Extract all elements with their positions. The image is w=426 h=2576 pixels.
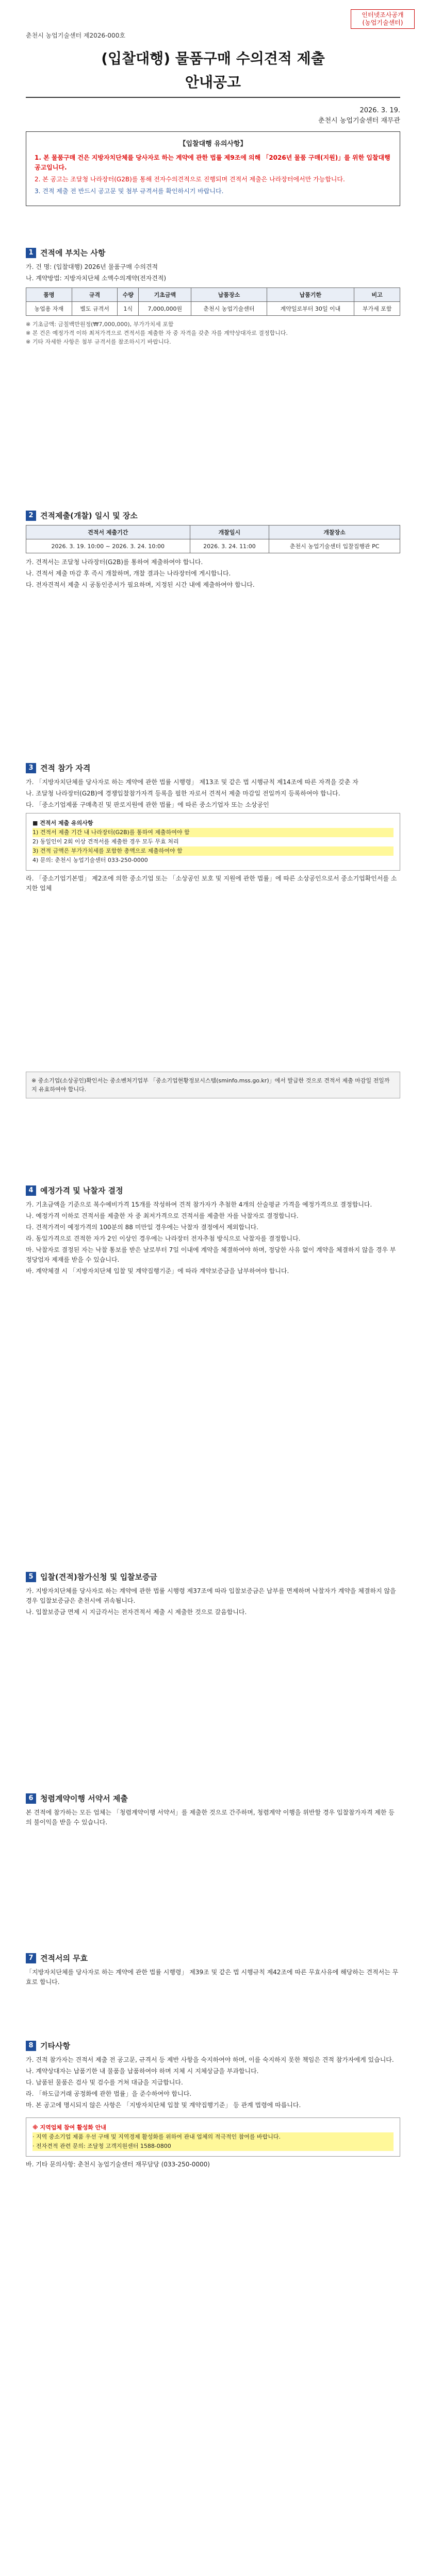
section-heading [26, 762, 400, 773]
section-number: 4 [26, 1185, 36, 1196]
table-header: 개찰일시 [190, 526, 269, 539]
paragraph: 「지방자치단체를 당사자로 하는 계약에 관한 법률 시행령」 제39조 및 같은 법 시행규칙 제42조에 따른 무효사유에 해당하는 견적서는 무효로 합니다. [26, 1969, 399, 1986]
section-4 [26, 1185, 400, 1278]
page-subtitle: 안내공고 [185, 74, 241, 91]
notice-heading: 【입찰대행 유의사항】 [179, 140, 247, 148]
title-divider [26, 97, 400, 98]
table-cell: 농업용 자재 [26, 302, 72, 316]
table-cell: 별도 규격서 [72, 302, 118, 316]
paragraph: 나. 견적서 제출 마감 후 즉시 개찰하며, 개찰 결과는 나라장터에 게시합니다. [26, 570, 231, 577]
paragraph: 가. 기초금액을 기준으로 복수예비가격 15개를 작성하여 견적 참가자가 추첨한 4개의 산술평균 가격을 예정가격으로 결정합니다. [26, 1201, 372, 1208]
paragraph: 가. 견적 참가자는 견적서 제출 전 공고문, 규격서 등 제반 사항을 숙지하여야 하며, 이를 숙지하지 못한 책임은 견적 참가자에게 있습니다. [26, 2056, 394, 2063]
section-2 [26, 510, 400, 591]
section-8 [26, 2040, 400, 2171]
section-number: 3 [26, 763, 36, 773]
section-title: 청렴계약이행 서약서 제출 [40, 1794, 128, 1803]
table-cell: 1식 [118, 302, 139, 316]
box-line: 3) 견적 금액은 부가가치세를 포함한 총액으로 제출하여야 함 [32, 846, 394, 856]
table-header: 품명 [26, 288, 72, 302]
section-7 [26, 1953, 400, 1989]
paragraph: 나. 예정가격 이하로 견적서를 제출한 자 중 최저가격으로 견적서를 제출한 자를 낙찰자로 결정합니다. [26, 1212, 299, 1219]
paragraph: 다. 납품된 물품은 검사 및 검수를 거쳐 대금을 지급합니다. [26, 2079, 183, 2086]
table-header-row [26, 526, 400, 539]
notice-box [26, 131, 400, 206]
document-number: 춘천시 농업기술센터 제2026-000호 [26, 32, 125, 39]
paragraph: 라. 동일가격으로 견적한 자가 2인 이상인 경우에는 나라장터 전자추첨 방식으로 낙찰자를 결정합니다. [26, 1235, 301, 1242]
section-1 [26, 247, 400, 346]
info-note: ※ 중소기업(소상공인)확인서는 중소벤처기업부 「중소기업현황정보시스템(sminfo.mss.go.kr)」에서 발급한 것으로 견적서 제출 마감일 전일까지 유효하여야 합니다. [26, 1072, 400, 1098]
note: ※ 본 건은 예정가격 이하 최저가격으로 견적서를 제출한 자 중 자격을 갖춘 자를 계약상대자로 결정합니다. [26, 330, 288, 336]
table-cell: 춘천시 농업기술센터 입찰집행관 PC [269, 539, 400, 553]
note: ※ 기초금액: 금칠백만원정(₩7,000,000), 부가가치세 포함 [26, 321, 174, 328]
paragraph: 다. 전자견적서 제출 시 공동인증서가 필요하며, 지정된 시간 내에 제출하여야 합니다. [26, 581, 255, 588]
box-line: · 지역 중소기업 제품 우선 구매 및 지역경제 활성화를 위하여 관내 업체의 적극적인 참여를 바랍니다. [32, 2132, 394, 2142]
section-title: 견적서의 무효 [40, 1954, 88, 1963]
table-header: 기초금액 [139, 288, 191, 302]
section-title: 견적제출(개찰) 일시 및 장소 [40, 511, 138, 520]
table-cell: 부가세 포함 [354, 302, 400, 316]
paragraph: 바. 계약체결 시 「지방자치단체 입찰 및 계약집행기준」에 따라 계약보증금을 납부하여야 합니다. [26, 1267, 289, 1275]
paragraph: 바. 기타 문의사항: 춘천시 농업기술센터 재무담당 (033-250-0000) [26, 2161, 210, 2168]
table-cell: 2026. 3. 19. 10:00 ~ 2026. 3. 24. 10:00 [26, 539, 190, 553]
table-header: 납품기한 [267, 288, 354, 302]
paragraph: 가. 지방자치단체를 당사자로 하는 계약에 관한 법률 시행령 제37조에 따라 입찰보증금은 납부를 면제하며 낙찰자가 계약을 체결하지 않을 경우 입찰보증금은 춘천시에 귀속됩니다. [26, 1587, 396, 1604]
table-header: 견적서 제출기간 [26, 526, 190, 539]
section-number: 1 [26, 248, 36, 258]
section-number: 6 [26, 1793, 36, 1804]
issuer-name: 춘천시 농업기술센터 재무관 [318, 117, 400, 125]
notice-item: 2. 본 공고는 조달청 나라장터(G2B)를 통해 전자수의견적으로 진행되며 견적서 제출은 나라장터에서만 가능합니다. [35, 176, 345, 183]
table-header-row [26, 288, 400, 302]
publish-stamp: 인터넷조사공개 (농업기술센터) [351, 9, 415, 29]
box-line: 1) 견적서 제출 기간 내 나라장터(G2B)를 통하여 제출하여야 함 [32, 828, 394, 837]
table-cell: 춘천시 농업기술센터 [191, 302, 267, 316]
section-6 [26, 1793, 400, 1829]
table-header: 비고 [354, 288, 400, 302]
submission-guide-box [26, 813, 400, 871]
section-title: 예정가격 및 낙찰자 결정 [40, 1186, 123, 1195]
section-number: 7 [26, 1953, 36, 1963]
section-title: 견적 참가 자격 [40, 764, 91, 773]
schedule-table [26, 525, 400, 553]
paragraph: 라. 「하도급거래 공정화에 관한 법률」을 준수하여야 합니다. [26, 2090, 192, 2097]
section-heading [26, 1571, 400, 1582]
table-cell: 2026. 3. 24. 11:00 [190, 539, 269, 553]
box-title: ■ 견적서 제출 유의사항 [32, 820, 93, 826]
notice-item: 3. 견적 제출 전 반드시 공고문 및 첨부 규격서를 확인하시기 바랍니다. [35, 188, 224, 195]
table-row [26, 539, 400, 553]
paragraph: 나. 조달청 나라장터(G2B)에 경쟁입찰참가자격 등록을 필한 자로서 견적서 제출 마감일 전일까지 등록하여야 합니다. [26, 790, 340, 797]
issue-date: 2026. 3. 19. [359, 107, 400, 114]
paragraph: 나. 계약방법: 지방자치단체 소액수의계약(전자견적) [26, 275, 167, 282]
box-line: · 전자견적 관련 문의: 조달청 고객지원센터 1588-0800 [32, 2142, 394, 2151]
paragraph: 마. 본 공고에 명시되지 않은 사항은 「지방자치단체 입찰 및 계약집행기준」 등 관계 법령에 따릅니다. [26, 2102, 301, 2109]
note: ※ 기타 자세한 사항은 첨부 규격서를 참조하시기 바랍니다. [26, 338, 171, 345]
notice-item: 1. 본 물품구매 건은 지방자치단체를 당사자로 하는 계약에 관한 법률 제9조에 의해 「2026년 물품 구매(지원)」를 위한 입찰대행 공고입니다. [35, 154, 390, 171]
section-title: 견적에 부치는 사항 [40, 248, 106, 258]
local-business-box [26, 2117, 400, 2157]
paragraph: 가. 「지방자치단체를 당사자로 하는 계약에 관한 법률 시행령」 제13조 및 같은 법 시행규칙 제14조에 따른 자격을 갖춘 자 [26, 778, 358, 786]
page-title: (입찰대행) 물품구매 수의견적 제출 [101, 50, 325, 67]
table-row [26, 302, 400, 316]
paragraph: 본 견적에 참가하는 모든 업체는 「청렴계약이행 서약서」를 제출한 것으로 간주하며, 청렴계약 이행을 위반할 경우 입찰참가자격 제한 등의 불이익을 받을 수 있습니다. [26, 1809, 395, 1826]
table-header: 납품장소 [191, 288, 267, 302]
paragraph: 가. 건 명: (입찰대행) 2026년 물품구매 수의견적 [26, 263, 158, 270]
table-cell: 7,000,000원 [139, 302, 191, 316]
paragraph: 가. 견적서는 조달청 나라장터(G2B)를 통하여 제출하여야 합니다. [26, 558, 203, 566]
section-title: 기타사항 [40, 2041, 70, 2050]
box-title: ※ 지역업체 참여 활성화 안내 [32, 2124, 106, 2131]
paragraph: 나. 입찰보증금 면제 시 지급각서는 전자견적서 제출 시 제출한 것으로 갈음합니다. [26, 1608, 247, 1616]
section-heading [26, 247, 400, 258]
section-heading [26, 510, 400, 521]
table-header: 수량 [118, 288, 139, 302]
section-heading [26, 1793, 400, 1804]
section-number: 2 [26, 511, 36, 521]
paragraph: 다. 견적가격이 예정가격의 100분의 88 미만일 경우에는 낙찰자 결정에서 제외합니다. [26, 1224, 259, 1231]
title-block [26, 42, 400, 98]
table-cell: 계약일로부터 30일 이내 [267, 302, 354, 316]
paragraph: 다. 「중소기업제품 구매촉진 및 판로지원에 관한 법률」에 따른 중소기업자 또는 소상공인 [26, 801, 269, 808]
section-heading [26, 1185, 400, 1196]
table-header: 규격 [72, 288, 118, 302]
box-line: 2) 동일인이 2회 이상 견적서를 제출한 경우 모두 무효 처리 [32, 838, 179, 845]
paragraph: 나. 계약상대자는 납품기한 내 물품을 납품하여야 하며 지체 시 지체상금을 부과합니다. [26, 2067, 259, 2075]
section-heading [26, 2040, 400, 2051]
section-number: 8 [26, 2041, 36, 2051]
section-title: 입찰(견적)참가신청 및 입찰보증금 [40, 1572, 158, 1582]
paragraph: 라. 「중소기업기본법」 제2조에 의한 중소기업 또는 「소상공인 보호 및 지원에 관한 법률」에 따른 소상공인으로서 중소기업확인서를 소지한 업체 [26, 875, 397, 892]
section-5 [26, 1571, 400, 1619]
item-table [26, 287, 400, 316]
issue-meta [26, 106, 400, 126]
table-header: 개찰장소 [269, 526, 400, 539]
box-line: 4) 문의: 춘천시 농업기술센터 033-250-0000 [32, 857, 148, 863]
paragraph: 마. 낙찰자로 결정된 자는 낙찰 통보를 받은 날로부터 7일 이내에 계약을 체결하여야 하며, 정당한 사유 없이 계약을 체결하지 않을 경우 부정당업자 제재를 받을 수 있습니다. [26, 1246, 396, 1263]
section-3 [26, 762, 400, 895]
section-heading [26, 1953, 400, 1963]
section-number: 5 [26, 1572, 36, 1582]
